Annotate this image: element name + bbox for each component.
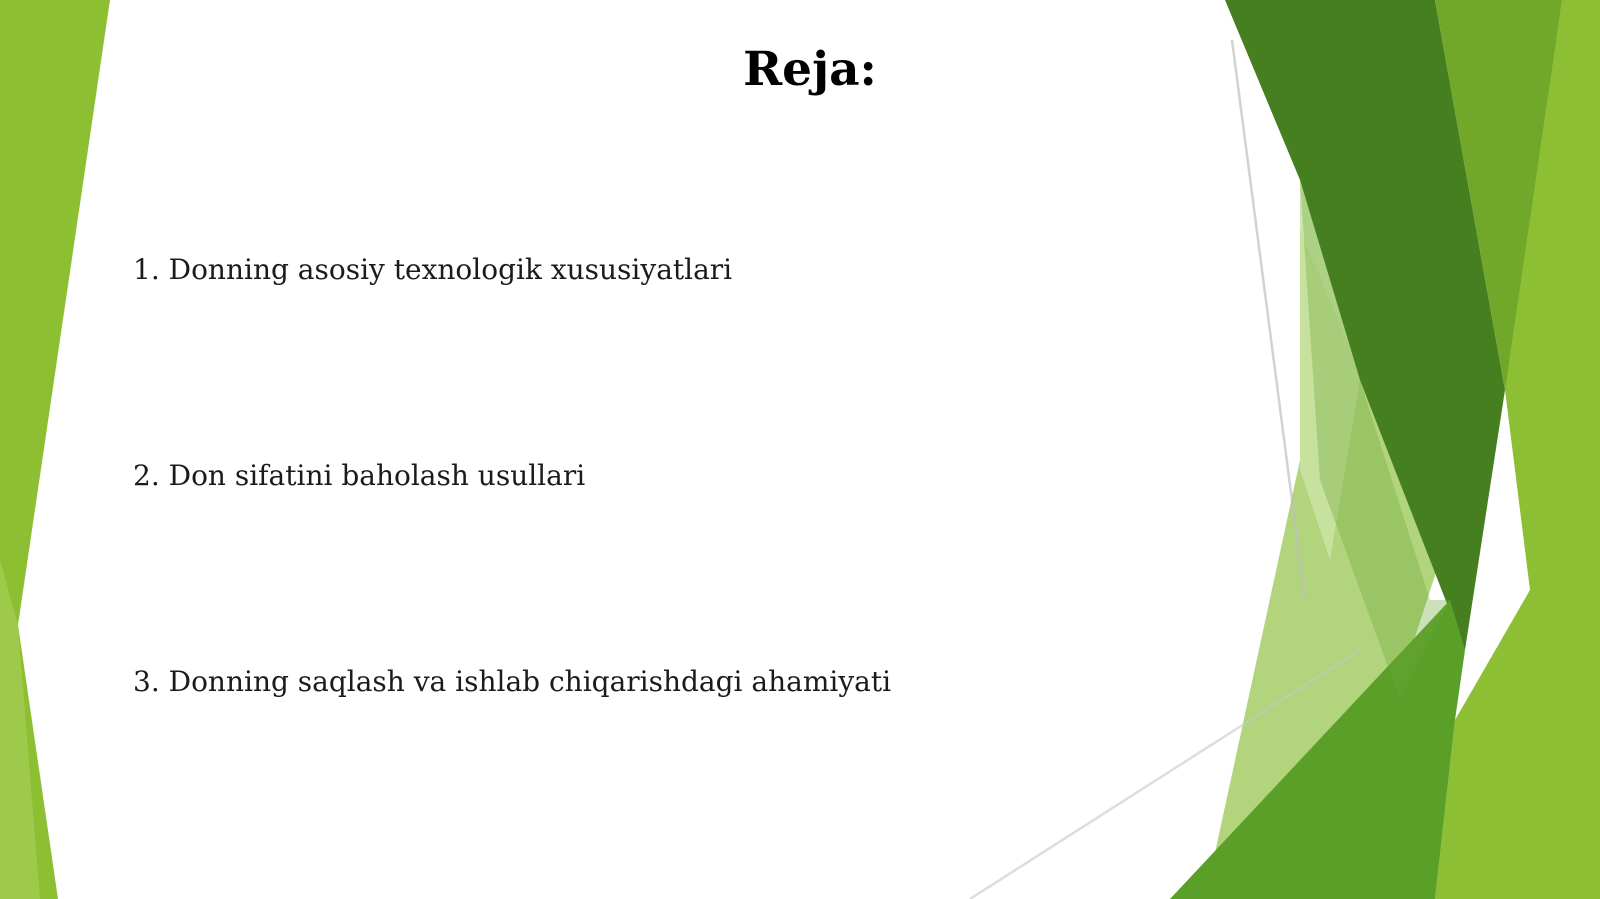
plan-item-1: 1. Donning asosiy texnologik xususiyatlari: [133, 253, 733, 286]
slide-title: Reja:: [743, 42, 877, 97]
plan-item-2: 2. Don sifatini baholash usullari: [133, 459, 586, 492]
plan-item-3: 3. Donning saqlash va ishlab chiqarishdagi ahamiyati: [133, 665, 892, 698]
